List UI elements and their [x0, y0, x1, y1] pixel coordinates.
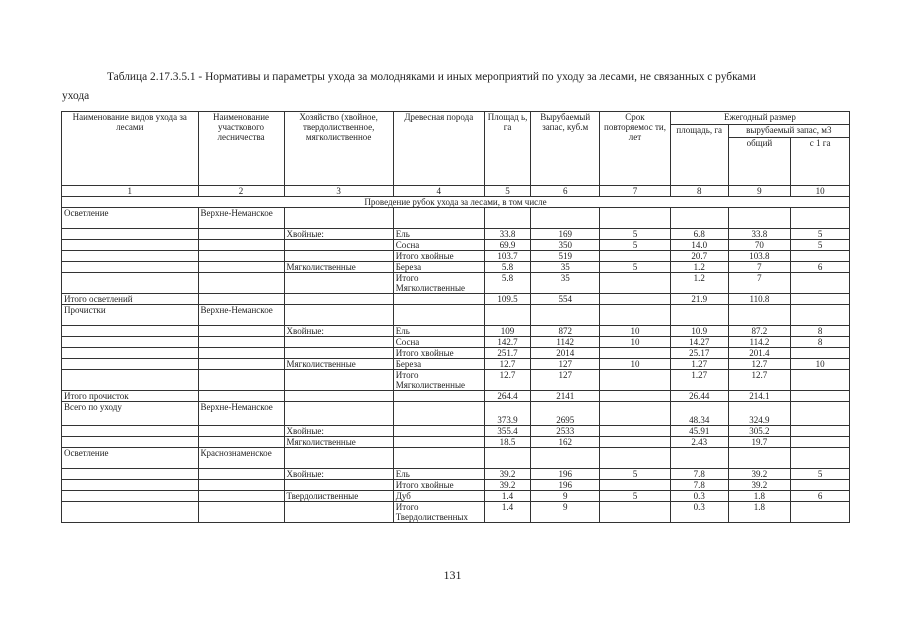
table-cell: Хвойные: — [284, 469, 393, 480]
table-cell: 109 — [484, 326, 531, 337]
table-cell — [484, 448, 531, 469]
index-row — [62, 186, 850, 197]
table-cell — [600, 480, 671, 491]
table-cell: 114.2 — [728, 337, 791, 348]
table-cell: 1.2 — [670, 262, 728, 273]
table-cell: 196 — [531, 480, 600, 491]
table-cell: 305.2 — [728, 426, 791, 437]
table-cell — [600, 448, 671, 469]
table-cell — [791, 370, 850, 391]
table-cell — [198, 426, 284, 437]
table-row — [62, 469, 850, 480]
table-cell: 10.9 — [670, 326, 728, 337]
table-cell — [791, 502, 850, 523]
table-cell — [600, 437, 671, 448]
table-cell — [62, 480, 199, 491]
table-cell — [393, 294, 484, 305]
table-row — [62, 402, 850, 426]
table-cell: Хвойные: — [284, 326, 393, 337]
table-cell: Мягколиственные — [284, 437, 393, 448]
table-cell: 12.7 — [728, 359, 791, 370]
table-cell: Итого хвойные — [393, 251, 484, 262]
table-row — [62, 480, 850, 491]
table-row — [62, 229, 850, 240]
table-cell — [62, 229, 199, 240]
caption-line-1: Таблица 2.17.3.5.1 - Нормативы и параметры ухода за молодняками и иных мероприятий по уходу за лесами, не связанных с рубками — [107, 71, 756, 83]
table-cell: 7 — [728, 273, 791, 294]
table-cell: 103.7 — [484, 251, 531, 262]
table-cell: 251.7 — [484, 348, 531, 359]
table-cell — [728, 208, 791, 229]
header-area: Площад ь, га — [484, 112, 531, 186]
table-cell: 8 — [791, 326, 850, 337]
table-cell: 10 — [600, 326, 671, 337]
header-district: Наименование участкового лесничества — [198, 112, 284, 186]
table-cell: 5 — [600, 229, 671, 240]
table-row — [62, 326, 850, 337]
table-cell: 10 — [600, 359, 671, 370]
table-row — [62, 251, 850, 262]
table-cell: Верхне-Неманское — [198, 305, 284, 326]
table-row — [62, 262, 850, 273]
table-cell: Прочистки — [62, 305, 199, 326]
table-cell — [600, 273, 671, 294]
table-cell: 2695 — [531, 402, 600, 426]
table-cell: Верхне-Неманское — [198, 208, 284, 229]
table-cell — [728, 305, 791, 326]
table-cell — [198, 480, 284, 491]
table-cell — [600, 294, 671, 305]
table-cell — [198, 273, 284, 294]
table-cell — [284, 391, 393, 402]
table-cell: 162 — [531, 437, 600, 448]
table-cell: Дуб — [393, 491, 484, 502]
table-cell: 70 — [728, 240, 791, 251]
index-cell: 10 — [791, 186, 850, 197]
table-cell: 35 — [531, 262, 600, 273]
table-cell: 1.27 — [670, 370, 728, 391]
table-cell — [62, 426, 199, 437]
table-cell — [62, 370, 199, 391]
table-cell: Итого Мягколиственные — [393, 370, 484, 391]
table-cell: 355.4 — [484, 426, 531, 437]
table-cell: 5 — [791, 229, 850, 240]
table-cell — [62, 273, 199, 294]
table-cell — [284, 305, 393, 326]
header-annual-area: площадь, га — [670, 125, 728, 186]
header-period: Срок повторяемос ти, лет — [600, 112, 671, 186]
header-row — [62, 112, 850, 125]
table-cell: 1.2 — [670, 273, 728, 294]
table-cell — [62, 337, 199, 348]
table-cell: 39.2 — [728, 469, 791, 480]
table-cell: 10 — [600, 337, 671, 348]
table-cell — [198, 491, 284, 502]
table-cell: 103.8 — [728, 251, 791, 262]
index-cell: 7 — [600, 186, 671, 197]
table-cell: 127 — [531, 370, 600, 391]
table-cell: 6 — [791, 262, 850, 273]
table-cell — [791, 208, 850, 229]
table-cell: 142.7 — [484, 337, 531, 348]
table-cell: 872 — [531, 326, 600, 337]
table-cell: 0.3 — [670, 502, 728, 523]
table-cell — [531, 305, 600, 326]
table-cell: Сосна — [393, 240, 484, 251]
table-cell — [791, 426, 850, 437]
table-cell: 1.4 — [484, 491, 531, 502]
table-cell: 2014 — [531, 348, 600, 359]
table-cell: 69.9 — [484, 240, 531, 251]
table-cell: Твердолиственные — [284, 491, 393, 502]
table-cell: 39.2 — [484, 469, 531, 480]
table-cell — [600, 305, 671, 326]
table-cell: 26.44 — [670, 391, 728, 402]
index-cell: 5 — [484, 186, 531, 197]
table-cell: Верхне-Неманское — [198, 402, 284, 426]
table-cell: 1.8 — [728, 502, 791, 523]
table-cell — [791, 402, 850, 426]
table-row — [62, 370, 850, 391]
table-cell: 109.5 — [484, 294, 531, 305]
table-cell: 45.91 — [670, 426, 728, 437]
table-cell: 6.8 — [670, 229, 728, 240]
table-cell: Ель — [393, 229, 484, 240]
care-norms-table — [61, 111, 850, 523]
header-annual-size: Ежегодный размер — [670, 112, 849, 125]
table-cell — [198, 359, 284, 370]
table-cell: 2141 — [531, 391, 600, 402]
table-cell: 7 — [728, 262, 791, 273]
table-cell — [284, 337, 393, 348]
table-cell — [791, 251, 850, 262]
header-volume-per-ha: с 1 га — [791, 138, 850, 186]
table-cell — [198, 294, 284, 305]
table-cell: 2.43 — [670, 437, 728, 448]
index-cell: 2 — [198, 186, 284, 197]
table-cell: Итого хвойные — [393, 480, 484, 491]
table-caption — [62, 68, 852, 106]
table-cell: Береза — [393, 262, 484, 273]
header-volume-total: общий — [728, 138, 791, 186]
table-cell — [600, 370, 671, 391]
table-cell: 19.7 — [728, 437, 791, 448]
table-cell: 9 — [531, 502, 600, 523]
index-cell: 3 — [284, 186, 393, 197]
table-cell: 2533 — [531, 426, 600, 437]
table-cell — [62, 326, 199, 337]
table-cell — [198, 326, 284, 337]
table-cell: 14.0 — [670, 240, 728, 251]
table-cell — [62, 502, 199, 523]
table-cell: 519 — [531, 251, 600, 262]
table-cell — [284, 251, 393, 262]
table-cell — [393, 402, 484, 426]
header-economy: Хозяйство (хвойное, твердолиственное, мягколиственное — [284, 112, 393, 186]
table-cell: 5 — [791, 469, 850, 480]
table-cell: 35 — [531, 273, 600, 294]
table-cell — [284, 294, 393, 305]
table-cell: Ель — [393, 326, 484, 337]
table-cell: Осветление — [62, 208, 199, 229]
table-cell: 7.8 — [670, 480, 728, 491]
table-cell — [284, 448, 393, 469]
table-cell — [198, 337, 284, 348]
table-cell: 48.34 — [670, 402, 728, 426]
table-cell — [393, 391, 484, 402]
table-cell — [531, 208, 600, 229]
table-cell: 25.17 — [670, 348, 728, 359]
index-cell: 4 — [393, 186, 484, 197]
table-cell — [198, 502, 284, 523]
table-cell: Мягколиственные — [284, 359, 393, 370]
table-cell: 12.7 — [728, 370, 791, 391]
table-cell — [284, 502, 393, 523]
table-cell: 33.8 — [484, 229, 531, 240]
table-cell — [600, 402, 671, 426]
table-cell: 1.8 — [728, 491, 791, 502]
table-cell — [198, 262, 284, 273]
table-cell: 87.2 — [728, 326, 791, 337]
table-cell: Мягколиственные — [284, 262, 393, 273]
table-cell — [284, 480, 393, 491]
table-cell: 350 — [531, 240, 600, 251]
table-cell: 5.8 — [484, 273, 531, 294]
table-cell — [791, 294, 850, 305]
table-cell: 5 — [600, 469, 671, 480]
table-cell: 264.4 — [484, 391, 531, 402]
table-cell — [198, 391, 284, 402]
table-cell — [62, 359, 199, 370]
table-cell — [62, 491, 199, 502]
index-cell: 1 — [62, 186, 199, 197]
table-cell — [670, 448, 728, 469]
table-cell: 0.3 — [670, 491, 728, 502]
table-cell: Ель — [393, 469, 484, 480]
table-cell — [393, 437, 484, 448]
table-cell: 1.27 — [670, 359, 728, 370]
table-cell: 214.1 — [728, 391, 791, 402]
section-title: Проведение рубок ухода за лесами, в том числе — [62, 197, 850, 208]
table-cell: Сосна — [393, 337, 484, 348]
table-cell: 1.4 — [484, 502, 531, 523]
table-cell: 18.5 — [484, 437, 531, 448]
index-cell: 8 — [670, 186, 728, 197]
table-cell: Итого осветлений — [62, 294, 199, 305]
table-row — [62, 391, 850, 402]
table-cell — [62, 437, 199, 448]
caption-line-2: ухода — [62, 90, 90, 102]
table-cell — [198, 229, 284, 240]
header-volume: Вырубаемый запас, куб.м — [531, 112, 600, 186]
table-cell: 196 — [531, 469, 600, 480]
table-cell — [198, 437, 284, 448]
index-cell: 6 — [531, 186, 600, 197]
table-cell — [531, 448, 600, 469]
table-cell — [393, 305, 484, 326]
table-cell: 14.27 — [670, 337, 728, 348]
table-cell: 21.9 — [670, 294, 728, 305]
table-cell — [600, 208, 671, 229]
table-cell — [791, 305, 850, 326]
table-cell: 324.9 — [728, 402, 791, 426]
table-cell: Итого Мягколиственные — [393, 273, 484, 294]
table-cell: 201.4 — [728, 348, 791, 359]
table-cell — [62, 240, 199, 251]
table-row — [62, 337, 850, 348]
page-number: 131 — [443, 568, 462, 582]
table-cell — [600, 251, 671, 262]
table-cell: 127 — [531, 359, 600, 370]
table-cell: Осветление — [62, 448, 199, 469]
table-cell — [600, 502, 671, 523]
table-cell: 1142 — [531, 337, 600, 348]
table-cell — [198, 240, 284, 251]
table-cell: Краснознаменское — [198, 448, 284, 469]
table-row — [62, 448, 850, 469]
table-cell: 12.7 — [484, 359, 531, 370]
table-cell — [284, 208, 393, 229]
table-cell — [393, 426, 484, 437]
table-cell — [393, 208, 484, 229]
table-cell — [284, 273, 393, 294]
table-cell: 5 — [600, 491, 671, 502]
table-cell: Хвойные: — [284, 229, 393, 240]
table-cell — [728, 448, 791, 469]
table-cell — [791, 448, 850, 469]
table-cell — [600, 391, 671, 402]
header-care-type: Наименование видов ухода за лесами — [62, 112, 199, 186]
table-cell: Хвойные: — [284, 426, 393, 437]
table-cell — [198, 348, 284, 359]
table-cell: 373.9 — [484, 402, 531, 426]
table-cell — [284, 240, 393, 251]
table-row — [62, 294, 850, 305]
table-cell: 5 — [600, 240, 671, 251]
table-cell — [791, 273, 850, 294]
table-cell: Всего по уходу — [62, 402, 199, 426]
header-annual-volume: вырубаемый запас, м3 — [728, 125, 849, 138]
table-cell — [284, 402, 393, 426]
table-cell — [284, 348, 393, 359]
index-cell: 9 — [728, 186, 791, 197]
table-cell — [670, 208, 728, 229]
table-cell — [284, 370, 393, 391]
table-cell — [791, 437, 850, 448]
table-cell — [62, 348, 199, 359]
table-cell: 554 — [531, 294, 600, 305]
table-cell — [484, 305, 531, 326]
section-row — [62, 197, 850, 208]
table-cell: 5.8 — [484, 262, 531, 273]
table-cell: 12.7 — [484, 370, 531, 391]
table-row — [62, 305, 850, 326]
table-cell — [198, 251, 284, 262]
table-cell: Береза — [393, 359, 484, 370]
data-rows — [62, 208, 850, 523]
table-row — [62, 273, 850, 294]
table-cell: 169 — [531, 229, 600, 240]
table-cell — [393, 448, 484, 469]
table-row — [62, 359, 850, 370]
table-cell — [791, 391, 850, 402]
table-row — [62, 502, 850, 523]
table-cell: 39.2 — [728, 480, 791, 491]
table-cell: 7.8 — [670, 469, 728, 480]
table-cell: 20.7 — [670, 251, 728, 262]
table-cell: 5 — [791, 240, 850, 251]
table-cell — [670, 305, 728, 326]
table-cell — [62, 262, 199, 273]
table-cell — [198, 469, 284, 480]
table-cell — [791, 348, 850, 359]
table-cell — [791, 480, 850, 491]
table-row — [62, 426, 850, 437]
table-cell: 10 — [791, 359, 850, 370]
header-species: Древесная порода — [393, 112, 484, 186]
table-cell: 6 — [791, 491, 850, 502]
table-row — [62, 348, 850, 359]
table-cell — [62, 469, 199, 480]
table-cell: 9 — [531, 491, 600, 502]
table-cell: 110.8 — [728, 294, 791, 305]
table-row — [62, 240, 850, 251]
table-row — [62, 437, 850, 448]
table-row — [62, 208, 850, 229]
table-cell — [62, 251, 199, 262]
table-cell: 8 — [791, 337, 850, 348]
table-cell: Итого прочисток — [62, 391, 199, 402]
table-row — [62, 491, 850, 502]
table-cell: 39.2 — [484, 480, 531, 491]
table-cell — [198, 370, 284, 391]
table-cell — [600, 348, 671, 359]
table-cell: Итого Твердолиственных — [393, 502, 484, 523]
table-cell — [600, 426, 671, 437]
table-cell — [484, 208, 531, 229]
table-cell: Итого хвойные — [393, 348, 484, 359]
table-cell: 33.8 — [728, 229, 791, 240]
table-cell: 5 — [600, 262, 671, 273]
